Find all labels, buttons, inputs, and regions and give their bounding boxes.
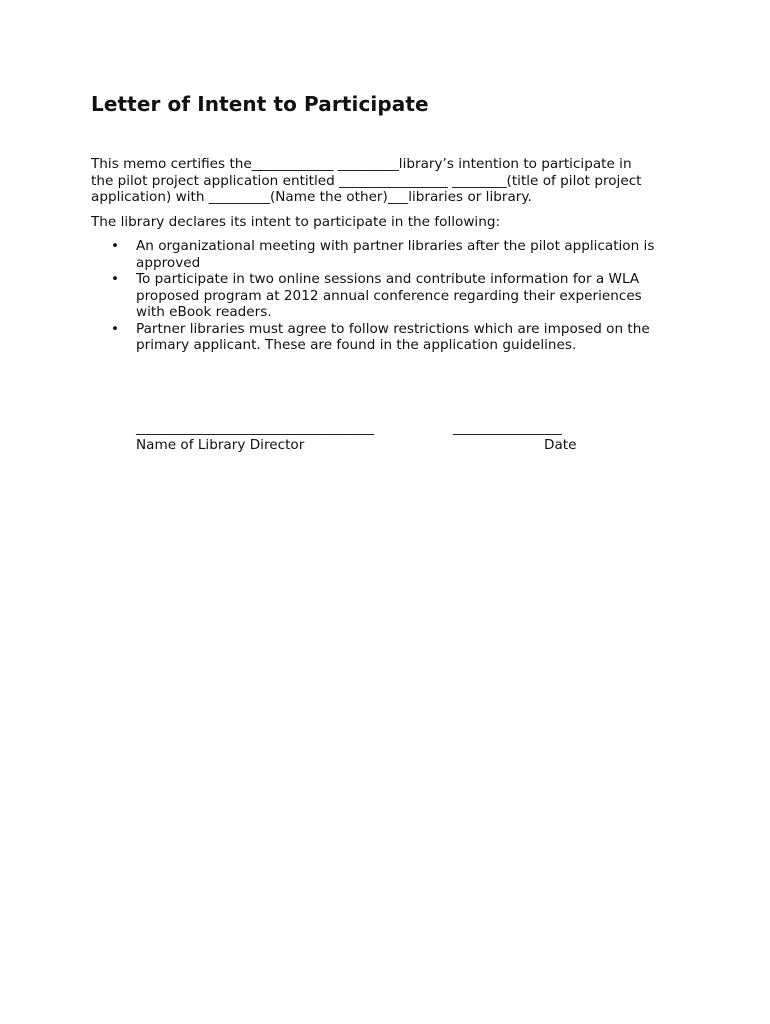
director-signature-line: ___________________________________ [136, 420, 374, 436]
list-item-line: An organizational meeting with partner libraries after the pilot application is [136, 238, 655, 254]
date-signature-line: ________________ [453, 420, 562, 436]
list-item-line: To participate in two online sessions and contribute information for a WLA [136, 271, 640, 287]
list-item-line: with eBook readers. [136, 304, 272, 320]
date-label: Date [544, 437, 577, 453]
bullet-icon: • [111, 271, 120, 287]
director-name-label: Name of Library Director [136, 437, 305, 453]
intro-paragraph [91, 156, 691, 206]
list-item-line: Partner libraries must agree to follow restrictions which are imposed on the [136, 320, 650, 337]
list-item [91, 321, 691, 354]
declaration-paragraph: The library declares its intent to participate in the following: [91, 214, 501, 230]
intro-line-2: the pilot project application entitled ________________ ________(title of pilot project [91, 172, 642, 189]
intro-line-1: This memo certifies the____________ _________library’s intention to participate in [91, 156, 632, 172]
bullet-icon: • [111, 238, 120, 254]
document-title: Letter of Intent to Participate [91, 92, 429, 116]
bullet-icon: • [111, 320, 120, 337]
list-item-line: approved [136, 254, 201, 271]
list-item [91, 238, 691, 271]
list-item [91, 271, 691, 321]
participation-list [91, 238, 691, 354]
list-item-line: proposed program at 2012 annual conference regarding their experiences [136, 287, 642, 304]
intro-line-3: application) with _________(Name the other)___libraries or library. [91, 189, 532, 205]
list-item-line: primary applicant. These are found in the application guidelines. [136, 337, 577, 353]
